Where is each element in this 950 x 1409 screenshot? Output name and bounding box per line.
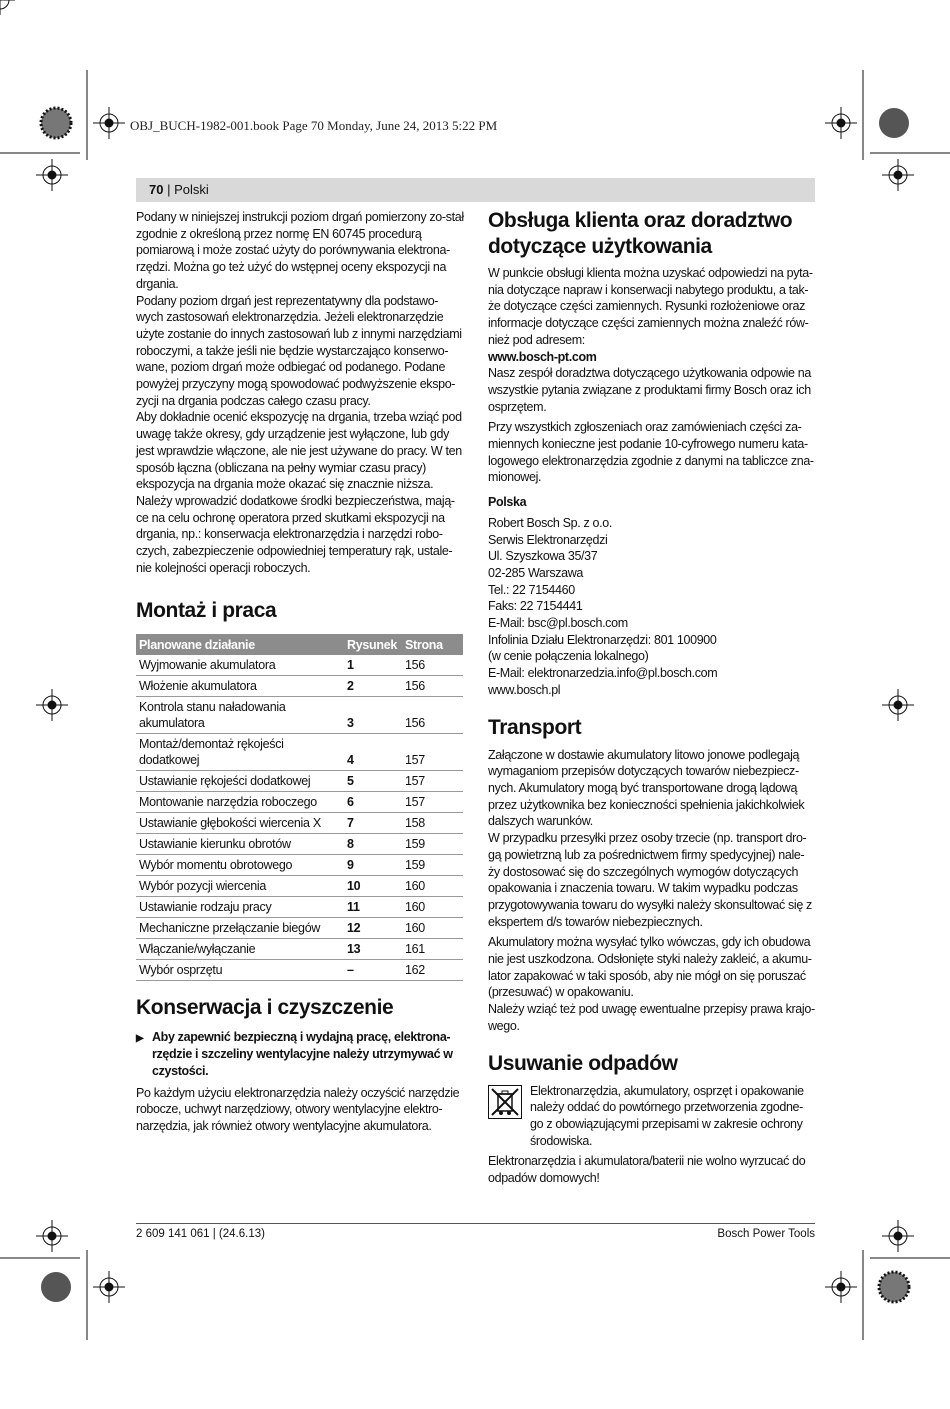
intro-paragraph: Podany poziom drgań jest reprezentatywny dla podstawo-wych zastosowań elektronarzędzia. Jeżeli elektronarzędzie użyte zostanie do innych zastosowań lub z innymi narzędziami roboczymi, a także jeśli nie będzie wystarczająco konserwo-wane, poziom drgań może odbiegać od podanego. Podane powyżej przyczyny mogą spowodować podwyższenie ekspo-zycji na drgania podczas całego czasu pracy. xyxy=(136,293,462,408)
table-row xyxy=(136,771,463,792)
address-block xyxy=(488,515,816,699)
safety-bullet xyxy=(136,1029,464,1079)
table-cell-page: 160 xyxy=(402,918,463,939)
address-line: E-Mail: elektronarzedzia.info@pl.bosch.com xyxy=(488,666,718,681)
table-cell-figure: – xyxy=(344,960,402,981)
intro-paragraph: Podany w niniejszej instrukcji poziom drgań pomierzony zo-stał zgodnie z określoną przez normę EN 60745 procedurą pomiarową i może zostać użyty do porównywania elektrona-rzędzi. Można go też użyć do wstępnej oceny ekspozycji na drgania. xyxy=(136,210,464,291)
column-header: Planowane działanie xyxy=(136,634,344,655)
konserwacja-text: Po każdym użyciu elektronarzędzia należy oczyścić narzędzie robocze, uchwyt narzędziowy, otwory wentylacyjne elektro-narzędzia, jak również otwory wentylacyjne akumulatora. xyxy=(136,1085,460,1133)
column-header: Strona xyxy=(402,634,463,655)
table-cell-page: 159 xyxy=(402,855,463,876)
transport-paragraph: W przypadku przesyłki przez osoby trzecie (np. transport dro-gą powietrzną lub za pośrednictwem firmy spedycyjnej) nale-ży dostosować się do szczególnych wymogów dotyczących opakowania i znaczenia towaru. W takim wypadku podczas przygotowywania towaru do wysyłki należy skonsultować się z ekspertem d/s towarów niebezpiecznych. xyxy=(488,831,812,929)
intro-paragraph: Należy wprowadzić dodatkowe środki bezpieczeństwa, mają-ce na celu ochronę operatora przed skutkami ekspozycji na drgania, np.: konserwacja elektronarzędzia i narzędzi robo-czych, zabezpieczenie odpowiedniej temperatury rąk, ustale-nie kolejności operacji roboczych. xyxy=(136,493,455,575)
service-paragraph: Nasz zespół doradztwa dotyczącego użytkowania odpowie na wszystkie pytania związane z produktami firmy Bosch oraz ich osprzętem. xyxy=(488,366,811,414)
table-cell-page: 156 xyxy=(402,676,463,697)
table-header-row xyxy=(136,634,463,655)
table-cell-page: 157 xyxy=(402,792,463,813)
table-cell-action: Włączanie/wyłączanie xyxy=(136,939,344,960)
left-column xyxy=(136,209,464,1139)
table-cell-figure: 12 xyxy=(344,918,402,939)
disposal-heading: Usuwanie odpadów xyxy=(488,1051,678,1075)
disposal-paragraph: Elektronarzędzia, akumulatory, osprzęt i opakowanie należy oddać do powtórnego przetworzenia zgodne-go z obowiązującymi przepisami w zakresie ochrony środowiska. xyxy=(530,1083,804,1148)
transport-paragraph: Załączone w dostawie akumulatory litowo jonowe podlegają wymaganiom przepisów dotyczących towarów niebezpiecz-nych. Akumulatory mogą być transportowane drogą lądową przez użytkownika bez konieczności spełnienia jakichkolwiek dalszych warunków. xyxy=(488,747,805,829)
table-row xyxy=(136,918,463,939)
service-paragraph: W punkcie obsługi klienta można uzyskać odpowiedzi na pyta-nia dotyczące napraw i konserwacji nabytego produktu, a tak-że dotyczące części zamiennych. Rysunki rozłożeniowe oraz informacje dotyczące części zamiennych można znaleźć rów-nież pod adresem: xyxy=(488,266,813,347)
table-cell-page: 156 xyxy=(402,697,463,734)
table-cell-figure: 7 xyxy=(344,813,402,834)
transport-heading: Transport xyxy=(488,715,582,739)
print-info: OBJ_BUCH-1982-001.book Page 70 Monday, June 24, 2013 5:22 PM xyxy=(130,118,498,133)
address-line: www.bosch.pl xyxy=(488,682,561,697)
table-cell-figure: 3 xyxy=(344,697,402,734)
table-row xyxy=(136,855,463,876)
right-column xyxy=(488,208,816,1191)
table-row xyxy=(136,676,463,697)
operations-table xyxy=(136,634,463,981)
table-cell-action: Kontrola stanu naładowania akumulatora xyxy=(136,697,344,734)
table-cell-action: Ustawianie rodzaju pracy xyxy=(136,897,344,918)
address-line: 02-285 Warszawa xyxy=(488,565,584,580)
address-line: Robert Bosch Sp. z o.o. xyxy=(488,515,612,530)
disposal-block xyxy=(488,1083,816,1150)
table-body xyxy=(136,655,463,981)
table-cell-figure: 9 xyxy=(344,855,402,876)
table-cell-action: Wybór osprzętu xyxy=(136,960,344,981)
service-url: www.bosch-pt.com xyxy=(488,349,597,364)
address-line: Infolinia Działu Elektronarzędzi: 801 100900 xyxy=(488,632,717,647)
table-cell-action: Ustawianie głębokości wiercenia X xyxy=(136,813,344,834)
table-cell-page: 160 xyxy=(402,897,463,918)
table-row xyxy=(136,792,463,813)
table-row xyxy=(136,655,463,676)
table-cell-action: Włożenie akumulatora xyxy=(136,676,344,697)
table-row xyxy=(136,876,463,897)
crossed-out-bin-icon xyxy=(488,1085,522,1119)
table-cell-action: Ustawianie kierunku obrotów xyxy=(136,834,344,855)
address-line: (w cenie połączenia lokalnego) xyxy=(488,649,649,664)
table-cell-figure: 8 xyxy=(344,834,402,855)
page-header: 70 | Polski xyxy=(149,182,209,197)
table-cell-page: 160 xyxy=(402,876,463,897)
triangle-bullet-icon: ▶ xyxy=(136,1033,144,1045)
safety-bullet-text: Aby zapewnić bezpieczną i wydajną pracę, elektrona-rzędzie i szczeliny wentylacyjne należy utrzymywać w czystości. xyxy=(152,1030,453,1078)
table-row xyxy=(136,939,463,960)
table-cell-action: Ustawianie rękojeści dodatkowej xyxy=(136,771,344,792)
montaz-heading: Montaż i praca xyxy=(136,599,277,623)
address-line: Serwis Elektronarzędzi xyxy=(488,532,608,547)
column-header: Rysunek xyxy=(344,634,402,655)
table-cell-figure: 13 xyxy=(344,939,402,960)
page-number: 70 xyxy=(149,182,164,197)
section-name: Polski xyxy=(174,182,209,197)
table-cell-figure: 2 xyxy=(344,676,402,697)
country-heading: Polska xyxy=(488,495,527,510)
disposal-paragraph: Elektronarzędzia i akumulatora/baterii nie wolno wyrzucać do odpadów domowych! xyxy=(488,1154,806,1186)
header-bar xyxy=(136,178,815,202)
address-line: Faks: 22 7154441 xyxy=(488,599,583,614)
table-cell-page: 157 xyxy=(402,771,463,792)
table-cell-page: 159 xyxy=(402,834,463,855)
intro-paragraph: Aby dokładnie ocenić ekspozycję na drgania, trzeba wziąć pod uwagę także okresy, gdy urządzenie jest wyłączone, lub gdy jest wprawdzie włączone, ale nie jest używane do pracy. W ten sposób łączna (obliczana na pełny wymiar czasu pracy) ekspozycja na drgania może okazać się znacznie niższa. xyxy=(136,410,462,492)
table-cell-page: 157 xyxy=(402,734,463,771)
table-row xyxy=(136,697,463,734)
konserwacja-heading: Konserwacja i czyszczenie xyxy=(136,996,394,1020)
address-line: Tel.: 22 7154460 xyxy=(488,582,575,597)
service-heading: Obsługa klienta oraz doradztwo dotyczące użytkowania xyxy=(488,209,793,258)
table-cell-action: Montowanie narzędzia roboczego xyxy=(136,792,344,813)
transport-paragraph: Należy wziąć też pod uwagę ewentualne przepisy prawa krajo-wego. xyxy=(488,1002,815,1033)
table-cell-figure: 5 xyxy=(344,771,402,792)
table-cell-action: Mechaniczne przełączanie biegów xyxy=(136,918,344,939)
table-cell-figure: 11 xyxy=(344,897,402,918)
table-row xyxy=(136,813,463,834)
table-cell-action: Wybór pozycji wiercenia xyxy=(136,876,344,897)
table-cell-action: Montaż/demontaż rękojeści dodatkowej xyxy=(136,734,344,771)
table-cell-page: 156 xyxy=(402,655,463,676)
table-cell-action: Wyjmowanie akumulatora xyxy=(136,655,344,676)
footer-rule xyxy=(136,1223,815,1224)
table-cell-figure: 6 xyxy=(344,792,402,813)
table-row xyxy=(136,734,463,771)
table-cell-figure: 1 xyxy=(344,655,402,676)
table-row xyxy=(136,960,463,981)
address-line: Ul. Szyszkowa 35/37 xyxy=(488,549,598,564)
table-cell-page: 161 xyxy=(402,939,463,960)
table-cell-figure: 10 xyxy=(344,876,402,897)
footer-doc-number: 2 609 141 061 | (24.6.13) xyxy=(136,1228,265,1240)
transport-paragraph: Akumulatory można wysyłać tylko wówczas, gdy ich obudowa nie jest uszkodzona. Odsłonięte styki należy zakleić, a akumu-lator zapakować w taki sposób, aby nie mógł on się poruszać (przesuwać) w opakowaniu. xyxy=(488,935,812,1000)
table-cell-page: 162 xyxy=(402,960,463,981)
footer-brand: Bosch Power Tools xyxy=(717,1228,815,1240)
table-cell-page: 158 xyxy=(402,813,463,834)
table-cell-figure: 4 xyxy=(344,734,402,771)
service-paragraph: Przy wszystkich zgłoszeniach oraz zamówieniach części za-miennych konieczne jest podanie 10-cyfrowego numeru kata-logowego elektronarzędzia zgodnie z danymi na tabliczce zna-mionowej. xyxy=(488,420,814,485)
table-cell-action: Wybór momentu obrotowego xyxy=(136,855,344,876)
table-row xyxy=(136,834,463,855)
table-row xyxy=(136,897,463,918)
address-line: E-Mail: bsc@pl.bosch.com xyxy=(488,616,628,631)
